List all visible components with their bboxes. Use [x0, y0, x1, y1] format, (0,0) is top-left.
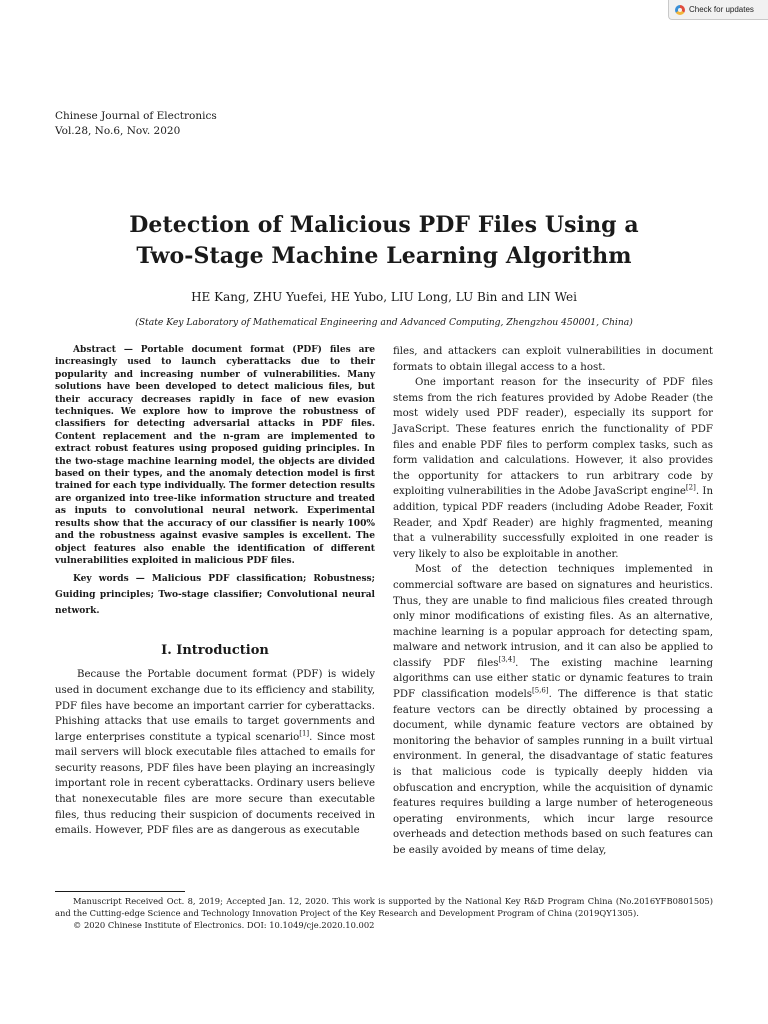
journal-issue: Vol.28, No.6, Nov. 2020 — [55, 125, 181, 137]
text-run: . The difference is that static feature vectors can be directly obtained by processing a document, while dynamic feature vectors are obtained by monitoring the behavior of samples running in a built virtual environment. In general, the disadvantage of static features is that malicious code is typically deeply hidden via obfuscation and encryption, while the acquisition of dynamic features requires building a large number of heterogeneous operating environments, which incur large resource overheads and detection methods based on such features can be easily avoided by means of time delay, — [393, 689, 713, 856]
footnote — [55, 895, 713, 931]
author-list: HE Kang, ZHU Yuefei, HE Yubo, LIU Long, LU Bin and LIN Wei — [191, 290, 577, 304]
text-run: Most of the detection techniques implemented in commercial software are based on signatures and heuristics. Thus, they are unable to find malicious files created through only minor modifications of existing files. As an alternative, machine learning is a popular approach for detecting spam, malware and network intrusion, and it can also be applied to classify PDF files — [393, 564, 713, 669]
text-run: . The existing machine learning algorithms can use either static or dynamic features to train PDF classification models — [393, 657, 713, 701]
text-run: Because the Portable document format (PDF) is widely used in document exchange due to its efficiency and stability, PDF files have become an important carrier for cyberattacks. Phishing attacks that use emails to target governments and large enterprises constitute a typical scenario — [55, 669, 375, 743]
paper-title — [0, 210, 768, 272]
citation[interactable]: [1] — [299, 729, 310, 738]
paragraph — [55, 667, 375, 839]
crossmark-icon — [675, 5, 685, 15]
text-run: One important reason for the insecurity of PDF files stems from the rich features provided by Adobe Reader (the most widely used PDF reader), especially its support for JavaScript. These features enrich the functionality of PDF files and enable PDF files to perform complex tasks, such as form validation and calculations. However, it also provides the opportunity for attackers to run arbitrary code by exploiting vulnerabilities in the Adobe JavaScript engine — [393, 377, 713, 498]
footnote-funding: Manuscript Received Oct. 8, 2019; Accepted Jan. 12, 2020. This work is supported by the National Key R&D Program China (No.2016YFB0801505) and the Cutting-edge Science and Technology Innovation Project of the Key Research and Development Program of China (2019QY1305). — [55, 896, 713, 918]
title-line-2: Two-Stage Machine Learning Algorithm — [136, 243, 632, 269]
text-run: . Since most mail servers will block executable files attached to emails for security reasons, PDF files have been playing an increasingly important role in recent cyberattacks. Ordinary users believe that nonexecutable files are more secure than executable files, thus reducing their suspicion of documents received in emails. However, PDF files are as dangerous as executable — [55, 731, 375, 837]
paragraph — [393, 562, 713, 858]
citation[interactable]: [2] — [685, 483, 696, 492]
citation[interactable]: [5,6] — [532, 686, 549, 695]
keywords-text: Key words — Malicious PDF classification; Robustness; Guiding principles; Two-stage classifier; Convolutional neural network. — [55, 574, 375, 617]
journal-header — [55, 109, 217, 139]
intro-left-body — [55, 667, 375, 839]
footnote-copyright: © 2020 Chinese Institute of Electronics. DOI: 10.1049/cje.2020.10.002 — [73, 920, 375, 930]
journal-name: Chinese Journal of Electronics — [55, 110, 217, 122]
check-for-updates-badge[interactable] — [668, 0, 768, 20]
paragraph: files, and attackers can exploit vulnerabilities in document formats to obtain illegal access to a host. — [393, 346, 713, 373]
paragraph — [393, 375, 713, 562]
abstract — [55, 344, 375, 567]
text-run: . In addition, typical PDF readers (including Adobe Reader, Foxit Reader, and Xpdf Reader) are highly fragmented, meaning that a vulnerability successfully exploited in one reader is very likely to also be exploitable in another. — [393, 486, 714, 560]
footnote-rule — [55, 891, 185, 892]
title-line-1: Detection of Malicious PDF Files Using a — [129, 212, 639, 238]
right-column — [393, 344, 713, 859]
affiliation: (State Key Laboratory of Mathematical Engineering and Advanced Computing, Zhengzhou 450001, China) — [135, 317, 633, 328]
left-column — [55, 344, 375, 839]
citation[interactable]: [3,4] — [498, 655, 516, 664]
abstract-text: Abstract — Portable document format (PDF) files are increasingly used to launch cyberattacks due to their popularity and increasing number of vulnerabilities. Many solutions have been developed to detect malicious files, but their accuracy decreases rapidly in face of new evasion techniques. We explore how to improve the robustness of classifiers for detecting adversarial attacks in PDF files. Content replacement and the n-gram are implemented to extract robust features using proposed guiding principles. In the two-stage machine learning model, the objects are divided based on their types, and the anomaly detection model is first trained for each type individually. The former detection results are organized into tree-like information structure and treated as inputs to convolutional neural network. Experimental results show that the accuracy of our classifier is nearly 100% and the robustness against evasive samples is excellent. The object features also enable the identification of different vulnerabilities exploited in malicious PDF files. — [55, 345, 375, 566]
keywords — [55, 571, 375, 619]
section-heading: I. Introduction — [161, 643, 269, 659]
check-for-updates-label: Check for updates — [689, 5, 754, 14]
